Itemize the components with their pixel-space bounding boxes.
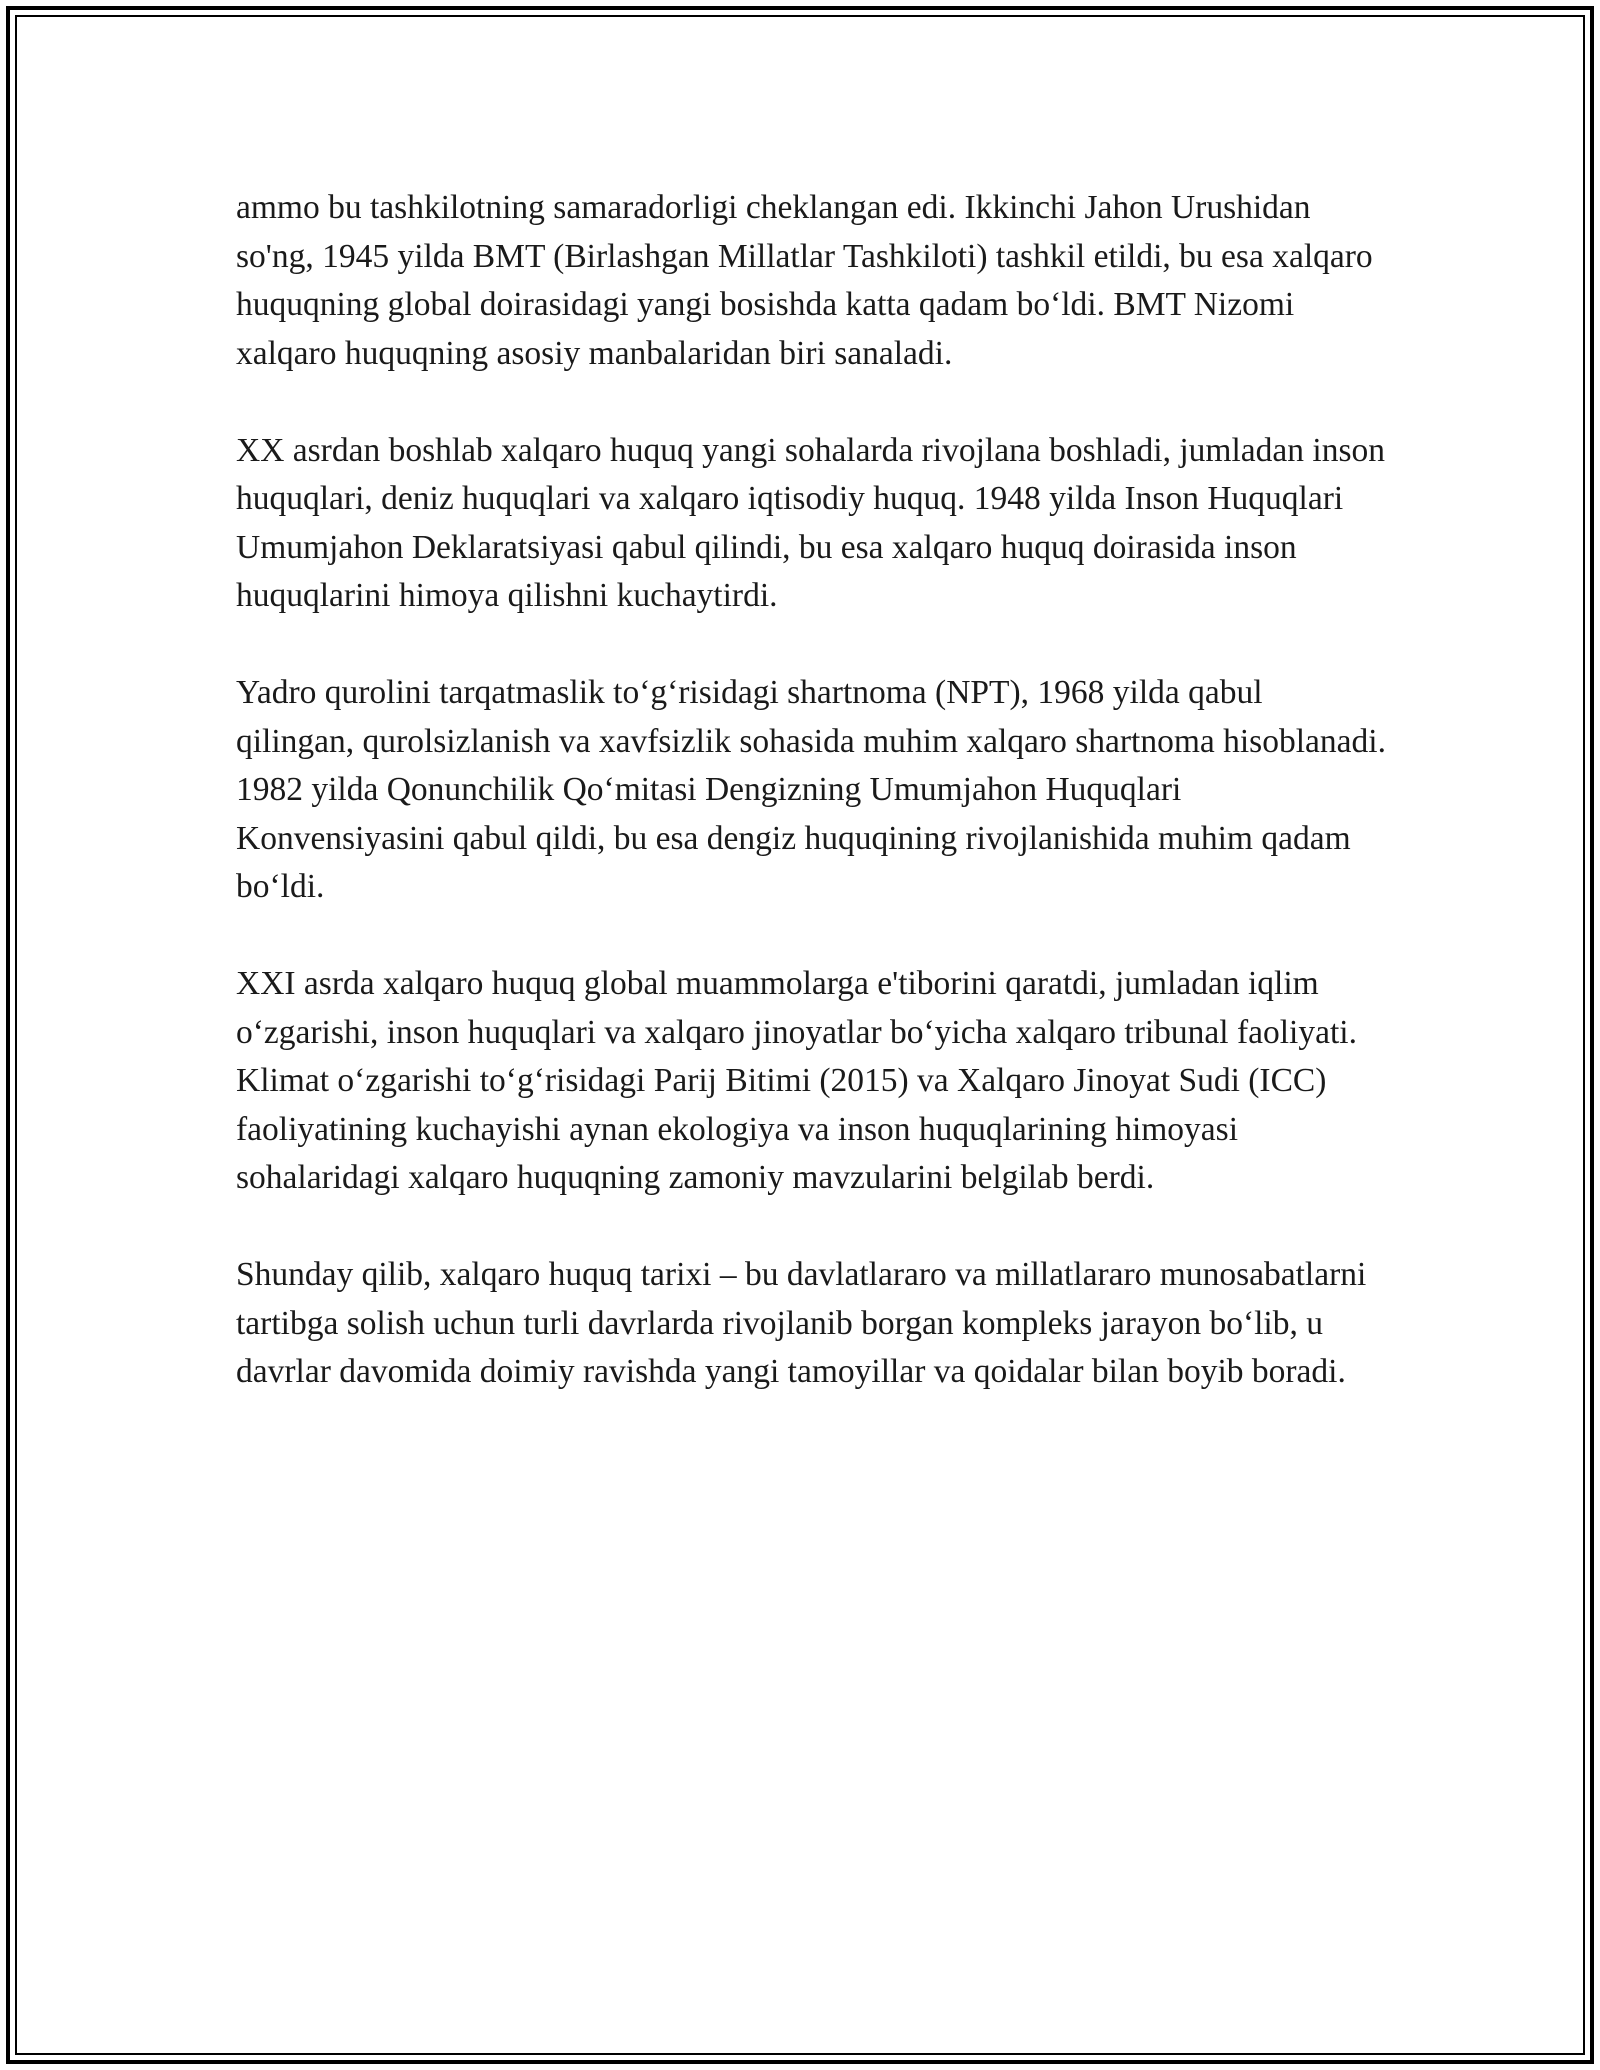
paragraph-3: Yadro qurolini tarqatmaslik to‘g‘risidagi shartnoma (NPT), 1968 yilda qabul qilingan, qurolsizlanish va xavfsizlik sohasida muhim xalqaro shartnoma hisoblanadi. 1982 yilda Qonunchilik Qo‘mitasi Dengizning Umumjahon Huquqlari Konvensiyasini qabul qildi, bu esa dengiz huquqining rivojlanishida muhim qadam bo‘ldi. <box>236 674 1386 905</box>
body-text <box>236 184 1386 1445</box>
paragraph-1: ammo bu tashkilotning samaradorligi cheklangan edi. Ikkinchi Jahon Urushidan so'ng, 1945 yilda BMT (Birlashgan Millatlar Tashkiloti) tashkil etildi, bu esa xalqaro huquqning global doirasidagi yangi bosishda katta qadam bo‘ldi. BMT Nizomi xalqaro huquqning asosiy manbalaridan biri sanaladi. <box>236 189 1373 372</box>
paragraph-4: XXI asrda xalqaro huquq global muammolarga e'tiborini qaratdi, jumladan iqlim o‘zgarishi, inson huquqlari va xalqaro jinoyatlar bo‘yicha xalqaro tribunal faoliyati. Klimat o‘zgarishi to‘g‘risidagi Parij Bitimi (2015) va Xalqaro Jinoyat Sudi (ICC) faoliyatining kuchayishi aynan ekologiya va inson huquqlarining himoyasi sohalaridagi xalqaro huquqning zamoniy mavzularini belgilab berdi. <box>236 965 1357 1196</box>
paragraph-5: Shunday qilib, xalqaro huquq tarixi – bu davlatlararo va millatlararo munosabatlarni tartibga solish uchun turli davrlarda rivojlanib borgan kompleks jarayon bo‘lib, u davrlar davomida doimiy ravishda yangi tamoyillar va qoidalar bilan boyib boradi. <box>236 1256 1367 1390</box>
paragraph-2: XX asrdan boshlab xalqaro huquq yangi sohalarda rivojlana boshladi, jumladan inson huquqlari, deniz huquqlari va xalqaro iqtisodiy huquq. 1948 yilda Inson Huquqlari Umumjahon Deklaratsiyasi qabul qilindi, bu esa xalqaro huquq doirasida inson huquqlarini himoya qilishni kuchaytirdi. <box>236 431 1385 614</box>
